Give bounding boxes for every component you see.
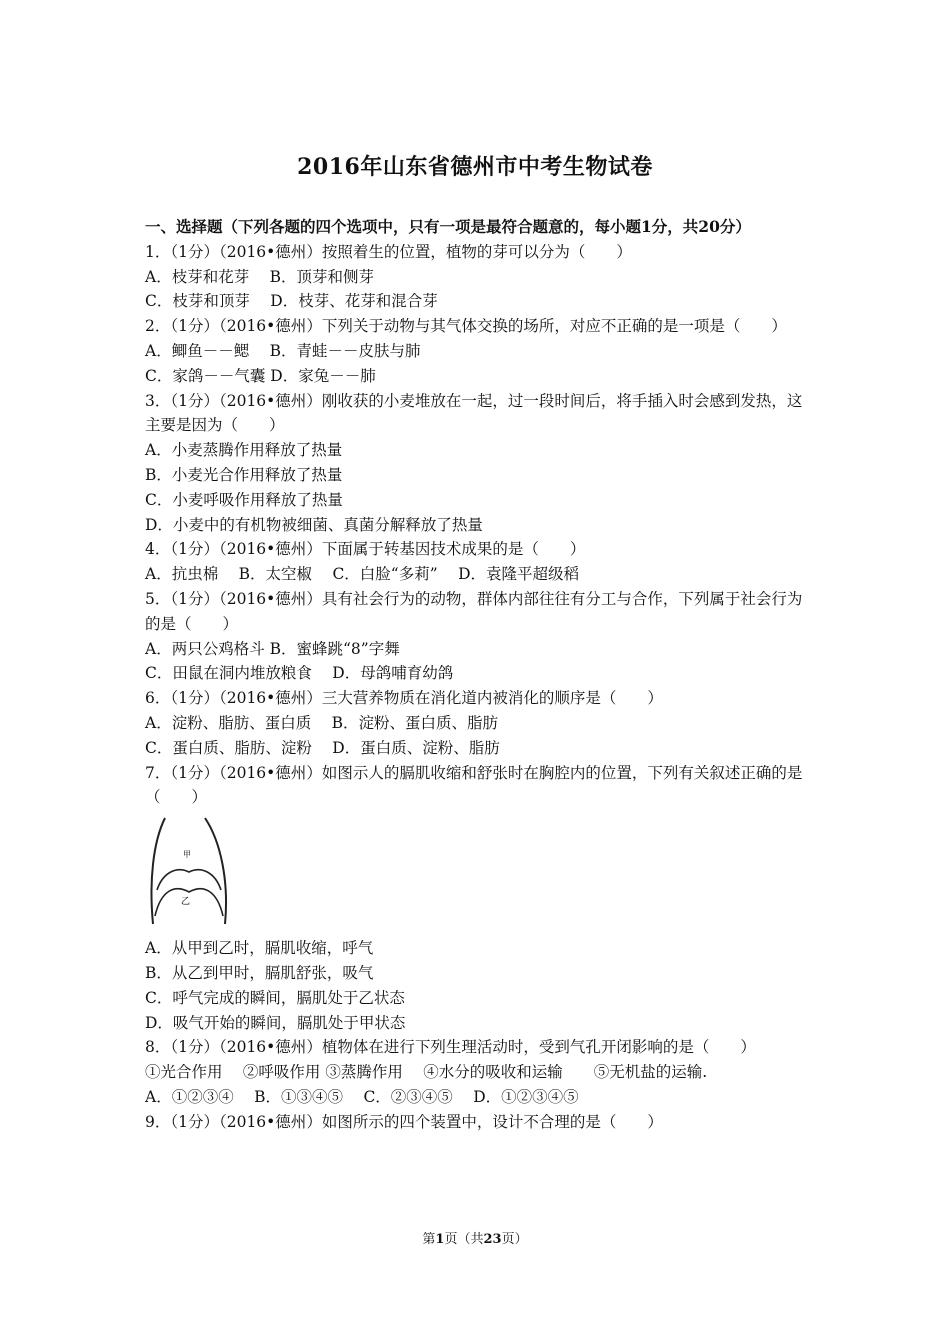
question-3-option-d: D．小麦中的有机物被细菌、真菌分解释放了热量 xyxy=(145,515,483,534)
footer-suffix: 页） xyxy=(501,1232,528,1247)
question-3-option-c: C．小麦呼吸作用释放了热量 xyxy=(145,490,343,509)
question-5-options-cd: C．田鼠在洞内堆放粮食 D．母鸽哺育幼鸽 xyxy=(145,664,454,683)
question-4-stem: 4．（1分）（2016•德州）下面属于转基因技术成果的是（ ） xyxy=(145,540,586,559)
question-5-stem: 5．（1分）（2016•德州）具有社会行为的动物，群体内部往往有分工与合作，下列属于社会行为的是（ ） xyxy=(145,589,803,633)
footer-prefix: 第 xyxy=(422,1232,436,1247)
question-8-stem: 8．（1分）（2016•德州）植物体在进行下列生理活动时，受到气孔开闭影响的是（ ） xyxy=(145,1038,756,1057)
question-7-option-d: D．吸气开始的瞬间，膈肌处于甲状态 xyxy=(145,1013,406,1032)
question-8-options: A．①②③④ B．①③④⑤ C．②③④⑤ D．①②③④⑤ xyxy=(145,1087,579,1106)
chest-wall-left xyxy=(152,818,166,924)
label-jia: 甲 xyxy=(183,850,191,860)
question-6-stem: 6．（1分）（2016•德州）三大营养物质在消化道内被消化的顺序是（ ） xyxy=(145,689,663,708)
section-heading: 一、选择题（下列各题的四个选项中，只有一项是最符合题意的，每小题1分，共20分） xyxy=(145,217,751,236)
label-yi: 乙 xyxy=(181,897,191,908)
page-title: 2016年山东省德州市中考生物试卷 xyxy=(297,154,653,180)
question-8-items: ①光合作用 ②呼吸作用 ③蒸腾作用 ④水分的吸收和运输 ⑤无机盐的运输. xyxy=(145,1063,708,1082)
question-1-options-ab: A．枝芽和花芽 B．顶芽和侧芽 xyxy=(145,267,375,286)
question-7-option-b: B．从乙到甲时，膈肌舒张，吸气 xyxy=(145,963,374,982)
footer-mid: 页（共 xyxy=(444,1232,484,1247)
question-4-options: A．抗虫棉 B．太空椒 C．白脸“多莉” D．袁隆平超级稻 xyxy=(145,565,580,584)
question-7-stem: 7．（1分）（2016•德州）如图示人的膈肌收缩和舒张时在胸腔内的位置，下列有关叙述正确的是（ ） xyxy=(145,763,803,807)
question-list xyxy=(145,215,815,1135)
question-2-options-cd: C．家鸽－－气囊 D．家兔－－肺 xyxy=(145,366,376,385)
question-3-stem: 3．（1分）（2016•德州）刚收获的小麦堆放在一起，过一段时间后，将手插入时会感到发热，这主要是因为（ ） xyxy=(145,391,803,435)
question-3-option-a: A．小麦蒸腾作用释放了热量 xyxy=(145,441,343,460)
chest-wall-right xyxy=(205,818,226,924)
diaphragm-figure xyxy=(145,812,815,932)
footer-page-number: 1 xyxy=(435,1232,445,1247)
question-2-options-ab: A．鲫鱼－－鳃 B．青蛙－－皮肤与肺 xyxy=(145,341,421,360)
question-2-stem: 2．（1分）（2016•德州）下列关于动物与其气体交换的场所，对应不正确的是一项是（ ） xyxy=(145,317,787,336)
question-3-option-b: B．小麦光合作用释放了热量 xyxy=(145,465,343,484)
question-5-options-ab: A．两只公鸡格斗 B．蜜蜂跳“8”字舞 xyxy=(145,639,400,658)
question-6-options-ab: A．淀粉、脂肪、蛋白质 B．淀粉、蛋白质、脂肪 xyxy=(145,713,499,732)
diaphragm-diagram xyxy=(147,812,237,930)
question-9-stem: 9．（1分）（2016•德州）如图所示的四个装置中，设计不合理的是（ ） xyxy=(145,1112,663,1131)
diaphragm-upper xyxy=(157,870,221,890)
page-footer xyxy=(0,1228,950,1247)
question-6-options-cd: C．蛋白质、脂肪、淀粉 D．蛋白质、淀粉、脂肪 xyxy=(145,738,500,757)
question-7-option-c: C．呼气完成的瞬间，膈肌处于乙状态 xyxy=(145,988,405,1007)
question-7-option-a: A．从甲到乙时，膈肌收缩，呼气 xyxy=(145,939,374,958)
question-1-stem: 1．（1分）（2016•德州）按照着生的位置，植物的芽可以分为（ ） xyxy=(145,242,632,261)
footer-total-pages: 23 xyxy=(483,1232,502,1247)
question-1-options-cd: C．枝芽和顶芽 D．枝芽、花芽和混合芽 xyxy=(145,292,438,311)
